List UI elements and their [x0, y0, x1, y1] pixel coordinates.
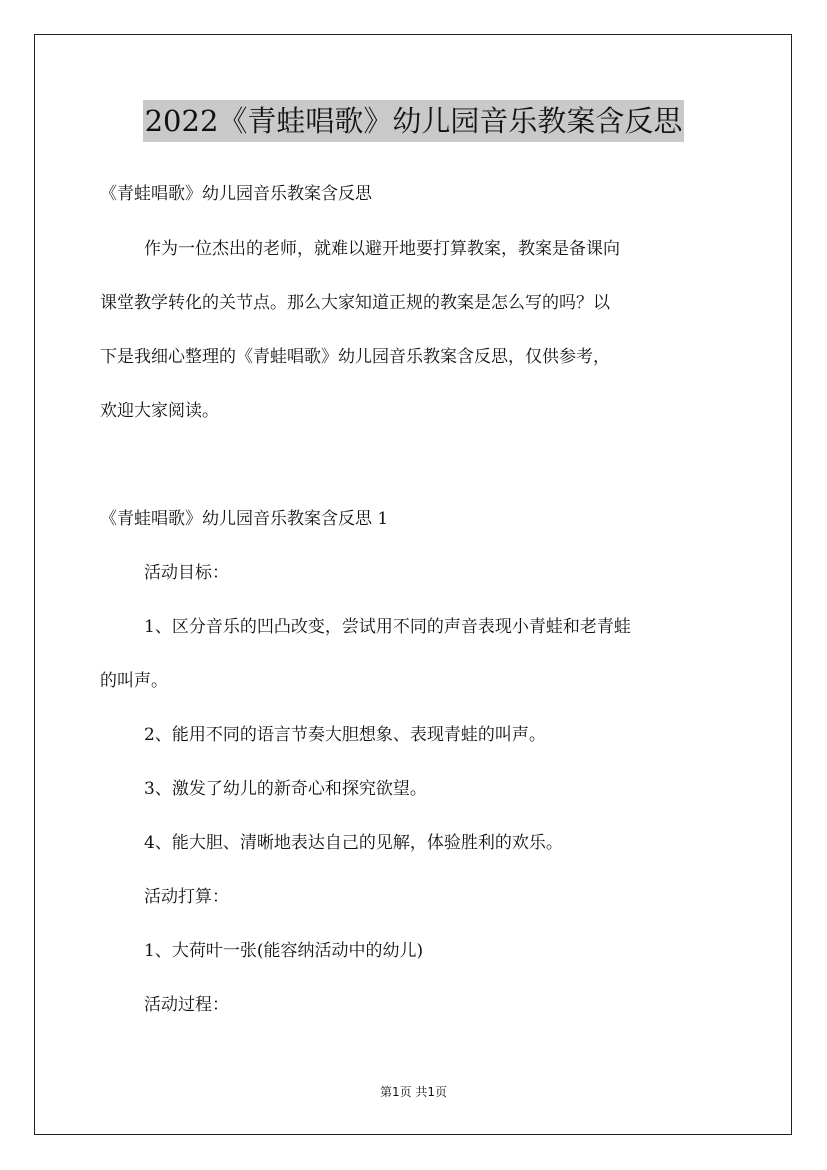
goals-heading: 活动目标： [144, 563, 229, 583]
goal-line-1-cont: 的叫声。 [100, 671, 168, 691]
title-container [0, 100, 827, 142]
goal-line-2: 2、能用不同的语言节奏大胆想象、表现青蛙的叫声。 [144, 725, 546, 745]
prep-heading: 活动打算： [144, 887, 229, 907]
intro-line-2: 课堂教学转化的关节点。那么大家知道正规的教案是怎么写的吗？以 [100, 293, 610, 313]
document-title: 2022《青蛙唱歌》幼儿园音乐教案含反思 [143, 100, 685, 142]
goal-line-4: 4、能大胆、清晰地表达自己的见解，体验胜利的欢乐。 [144, 833, 563, 853]
intro-line-3: 下是我细心整理的《青蛙唱歌》幼儿园音乐教案含反思，仅供参考， [100, 347, 610, 367]
page-footer: 第1页 共1页 [379, 1085, 448, 1099]
process-heading: 活动过程： [144, 995, 229, 1015]
intro-line-4: 欢迎大家阅读。 [100, 401, 219, 421]
goal-line-3: 3、激发了幼儿的新奇心和探究欲望。 [144, 779, 427, 799]
section-heading: 《青蛙唱歌》幼儿园音乐教案含反思 1 [100, 509, 389, 529]
intro-line-1: 作为一位杰出的老师，就难以避开地要打算教案，教案是备课向 [144, 239, 620, 259]
prep-line-1: 1、大荷叶一张(能容纳活动中的幼儿) [144, 941, 424, 961]
subtitle: 《青蛙唱歌》幼儿园音乐教案含反思 [100, 184, 372, 204]
goal-line-1: 1、区分音乐的凹凸改变，尝试用不同的声音表现小青蛙和老青蛙 [144, 617, 631, 637]
